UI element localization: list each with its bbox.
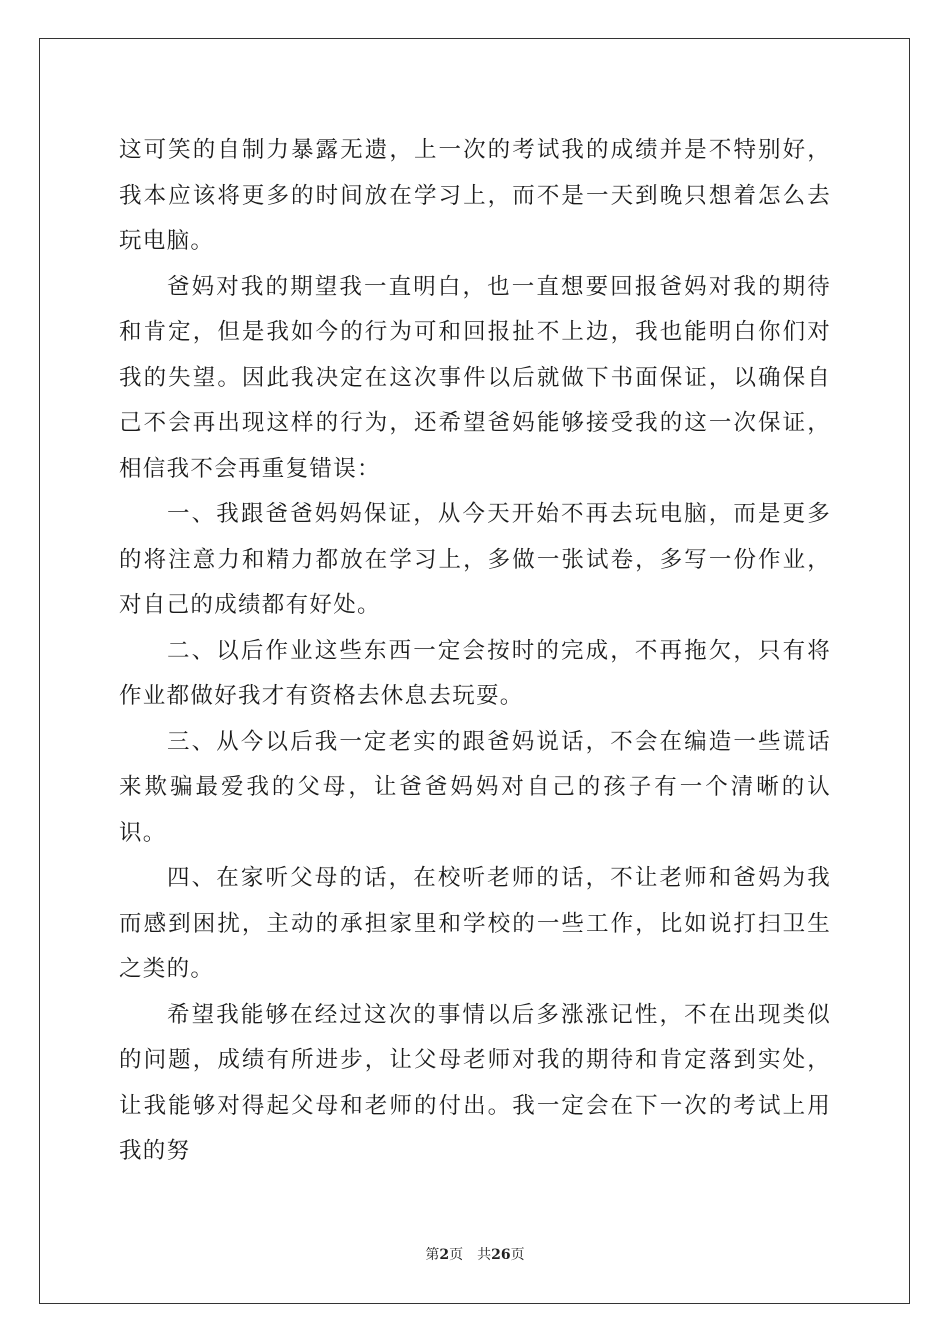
total-prefix: 共 (477, 1247, 492, 1263)
paragraph-1: 这可笑的自制力暴露无遗，上一次的考试我的成绩并是不特别好，我本应该将更多的时间放在学习上，而不是一天到晚只想着怎么去玩电脑。 (119, 137, 831, 254)
paragraph-7: 希望我能够在经过这次的事情以后多涨涨记性，不在出现类似的问题，成绩有所进步，让父母老师对我的期待和肯定落到实处，让我能够对得起父母和老师的付出。我一定会在下一次的考试上用我的努 (119, 1001, 831, 1164)
paragraph-3: 一、我跟爸爸妈妈保证，从今天开始不再去玩电脑，而是更多的将注意力和精力都放在学习上，多做一张试卷，多写一份作业，对自己的成绩都有好处。 (119, 501, 831, 618)
paragraph-4: 二、以后作业这些东西一定会按时的完成，不再拖欠，只有将作业都做好我才有资格去休息去玩耍。 (119, 637, 831, 709)
total-pages: 26 (491, 1247, 511, 1263)
page-footer (0, 1244, 950, 1264)
document-body (119, 128, 831, 1175)
paragraph-2: 爸妈对我的期望我一直明白，也一直想要回报爸妈对我的期待和肯定，但是我如今的行为可和回报扯不上边，我也能明白你们对我的失望。因此我决定在这次事件以后就做下书面保证，以确保自己不会再出现这样的行为，还希望爸妈能够接受我的这一次保证，相信我不会再重复错误： (119, 273, 831, 482)
paragraph-6: 四、在家听父母的话，在校听老师的话，不让老师和爸妈为我而感到困扰，主动的承担家里和学校的一些工作，比如说打扫卫生之类的。 (119, 865, 831, 982)
total-suffix: 页 (510, 1247, 525, 1263)
paragraph-5: 三、从今以后我一定老实的跟爸妈说话，不会在编造一些谎话来欺骗最爱我的父母，让爸爸妈妈对自己的孩子有一个清晰的认识。 (119, 728, 831, 846)
page-suffix: 页 (449, 1247, 464, 1263)
page-prefix: 第 (425, 1247, 440, 1263)
page-number: 2 (439, 1247, 450, 1263)
